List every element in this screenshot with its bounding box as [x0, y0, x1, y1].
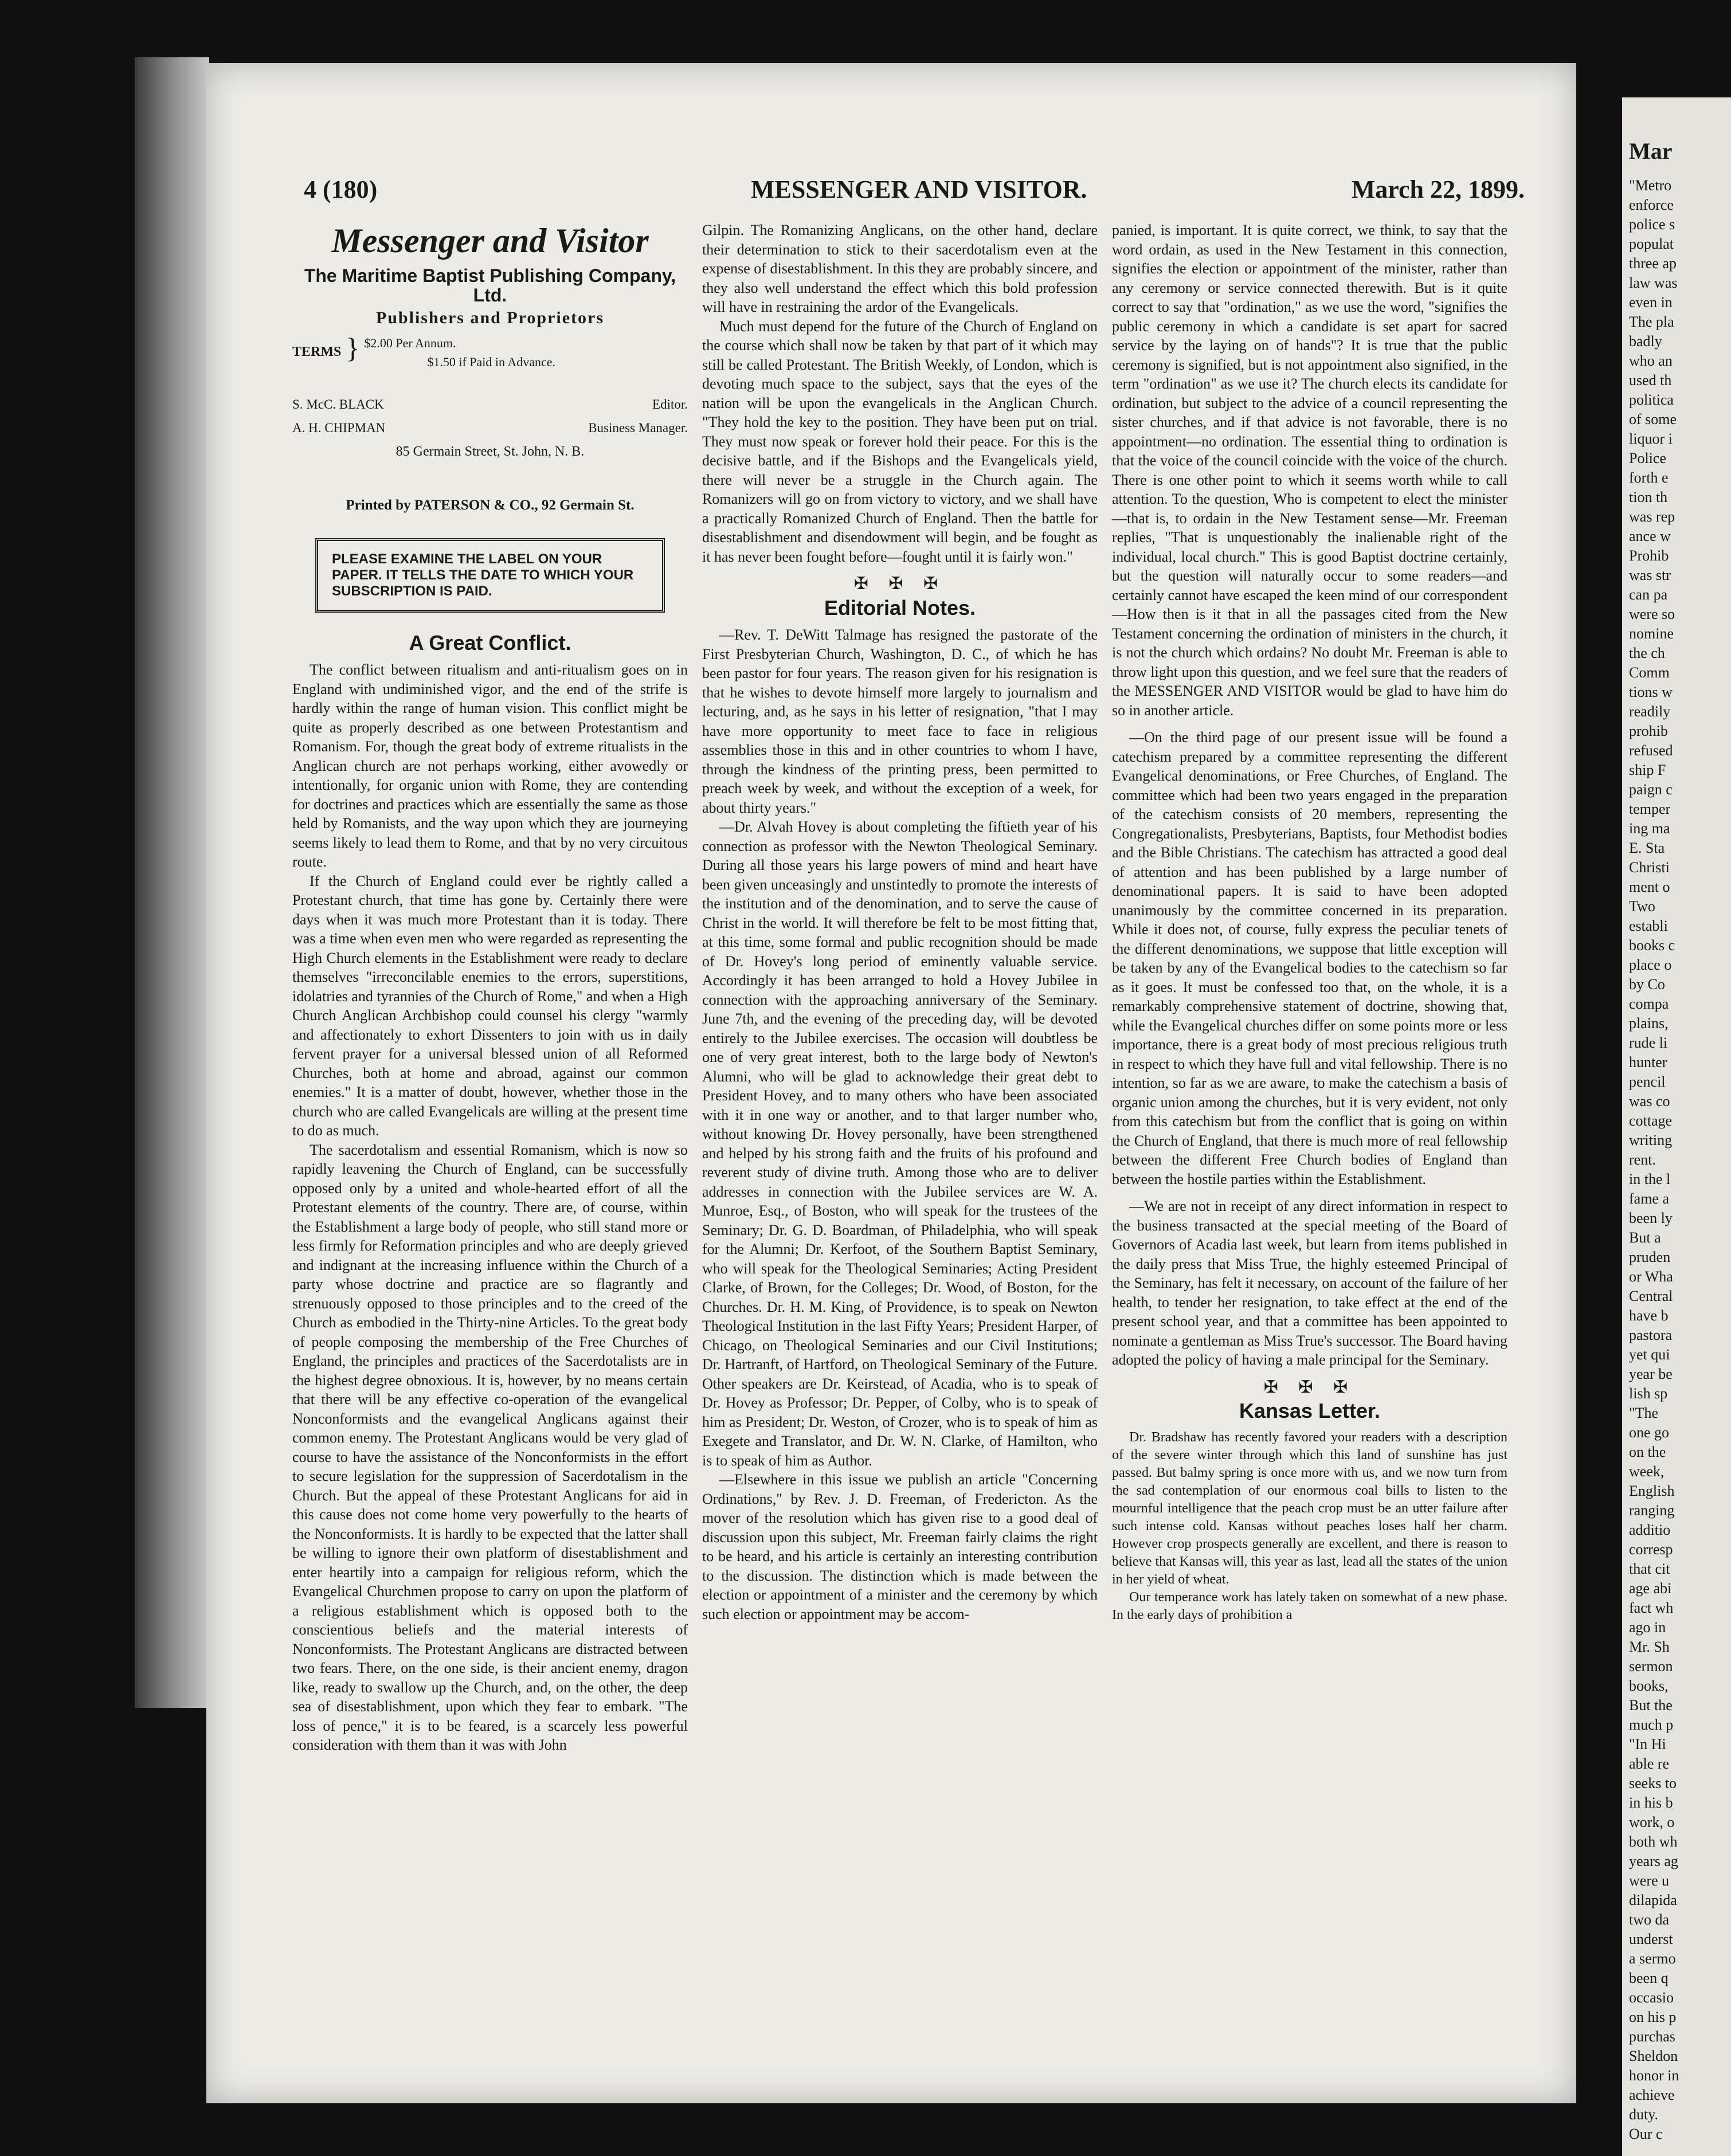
next-page-line: E. Sta — [1629, 840, 1665, 856]
article-title: A Great Conflict. — [409, 630, 571, 654]
next-page-line: paign c — [1629, 781, 1673, 798]
next-page-line: both wh — [1629, 1833, 1678, 1850]
next-page-line: nomine — [1629, 625, 1674, 642]
kansas-paragraph: Our temperance work has lately taken on somewhat of a new phase. In the early days of prohibition a — [1112, 1589, 1507, 1622]
terms-label: TERMS — [292, 344, 342, 359]
next-page-text — [1622, 176, 1731, 2144]
next-page-line: English — [1629, 1483, 1675, 1499]
next-page-header: Mar — [1629, 138, 1673, 164]
article-paragraph: Much must depend for the future of the Church of England on the course which shall now be taken by that part of it which may still be called Protestant. The British Weekly, of London, which is devoting much space to the subject, says that the eyes of the nation will be upon the evangelicals in the Anglican Church. "They hold the key to the position. They have been put on trial. They must now speak or forever hold their peace. For this is the decisive battle, and if the Bishops and the Evangelicals yield, there will never be a struggle in the Church again. The Romanizers will go on from victory to victory, and we shall have a practically Romanized Church of England. Then the battle for disestablishment and disendowment will begin, and be fought as it has never been fought before—fought until it is fairly won." — [702, 317, 1098, 565]
next-page-line: the ch — [1629, 645, 1665, 661]
next-page-line: Mr. Sh — [1629, 1638, 1670, 1655]
next-page-line: ance w — [1629, 528, 1671, 544]
next-page-line: prohib — [1629, 723, 1668, 739]
publisher-company: The Maritime Baptist Publishing Company, Ltd. — [304, 265, 676, 305]
binding-shadow — [135, 57, 209, 1708]
publishers-line: Publishers and Proprietors — [375, 308, 605, 327]
next-page-line: were so — [1629, 606, 1675, 622]
next-page-line: ranging — [1629, 1502, 1675, 1519]
next-page-line: law was — [1629, 275, 1678, 291]
next-page-line: cottage — [1629, 1112, 1673, 1129]
editorial-note: —On the third page of our present issue will be found a catechism prepared by a committee representing the different Evangelical denominations, or Free Churches, of England. The committee which had been two years engaged in the preparation of the catechism consists of 20 members, representing the Congregationalists, Presbyterians, Baptists, four Methodist bodies and the Bible Christians. The catechism has attracted a good deal of attention and has been published by a large number of denominational papers. It is said to have been adopted unanimously by the committee concerned in its preparation. While it does not, of course, fully express the peculiar tenets of the different denominations, we suppose that little exception will be taken by any of the Evangelical bodies to the catechism so far as it goes. It must be confessed too that, on the whole, it is a remarkably comprehensive statement of doctrine, showing that, while the Evangelical churches differ on some points more or less importance, there is a great body of most precious religious truth in respect to which they have full and vital fellowship. There is no intention, so far as we are aware, to make the catechism a basis of organic union among the churches, but it is very evident, not only from this catechism but from the conflict that is going on within the Church of England, that there is much more of real fellowship between the different Free Church bodies of England than between the hostile parties within the Establishment. — [1112, 729, 1507, 1187]
next-page-line: rent. — [1629, 1151, 1656, 1168]
next-page-line: age abi — [1629, 1580, 1672, 1597]
next-page-line: work, o — [1629, 1814, 1675, 1830]
next-page-line: ment o — [1629, 879, 1670, 895]
next-page-line: pruden — [1629, 1249, 1671, 1265]
next-page-line: even in — [1629, 294, 1673, 311]
article-paragraph: The conflict between ritualism and anti-ritualism goes on in England with undiminished vigor, and the end of the strife is hardly within the range of human vision. This conflict might be quite as properly described as one between Protestantism and Romanism. For, though the great body of extreme ritualists in the Anglican church are not perhaps working, either avowedly or intentionally, for organic union with Rome, they are contending for doctrines and practices which are essentially the same as those held by Romanists, and the way upon which they are journeying seems likely to lead them to Rome, and that by no very circuitous route. — [292, 661, 688, 870]
next-page-line: additio — [1629, 1522, 1671, 1538]
next-page-line: two da — [1629, 1911, 1670, 1928]
next-page-line: been ly — [1629, 1210, 1673, 1226]
next-page-line: readily — [1629, 703, 1671, 720]
next-page-line: Police — [1629, 450, 1666, 467]
column-2 — [702, 221, 1098, 1624]
page-number: 4 (180) — [304, 175, 378, 203]
next-page-line: ago in — [1629, 1619, 1666, 1636]
next-page-line: compa — [1629, 995, 1669, 1012]
article-paragraph: Gilpin. The Romanizing Anglicans, on the other hand, declare their determination to stick to their sacerdotalism even at the expense of disestablishment. In this they are probably sincere, and they also well understand the effect which this bold profession will have in restraining the ardor of the Evangelicals. — [702, 222, 1098, 315]
next-page-line: temper — [1629, 801, 1671, 817]
terms-price-2: $1.50 if Paid in Advance. — [427, 355, 555, 369]
next-page-line: tions w — [1629, 684, 1673, 700]
next-page-line: on the — [1629, 1444, 1666, 1460]
next-page-line: Central — [1629, 1288, 1673, 1304]
next-page-line: writing — [1629, 1132, 1673, 1148]
editor-name: S. McC. BLACK — [292, 397, 384, 411]
next-page-line: Two — [1629, 898, 1655, 915]
next-page-line: or Wha — [1629, 1268, 1673, 1285]
next-page-line: were u — [1629, 1872, 1670, 1889]
next-page-line: "Metro — [1629, 177, 1672, 194]
next-page-line: able re — [1629, 1755, 1670, 1772]
paper-name: MESSENGER AND VISITOR. — [751, 175, 1087, 203]
next-page-line: underst — [1629, 1931, 1673, 1947]
next-page-line: fact wh — [1629, 1600, 1674, 1616]
next-page-line: hunter — [1629, 1054, 1667, 1071]
next-page-line: ing ma — [1629, 820, 1670, 837]
next-page-line: "In Hi — [1629, 1736, 1666, 1753]
kansas-paragraph: Dr. Bradshaw has recently favored your readers with a description of the severe winter through which this land of sunshine has just passed. But balmy spring is once more with us, and we now turn from the sad contemplation of our enormous coal bills to listen to the mournful intelligence that the peach crop must be an utter failure after such intense cold. Kansas without peaches loses half her charm. However crop prospects generally are excellent, and there is reason to believe that Kansas will, this year as last, lead all the states of the union in her yield of wheat. — [1112, 1429, 1507, 1587]
manager-role: Business Manager. — [588, 421, 688, 435]
editorial-note: —Dr. Alvah Hovey is about completing the fiftieth year of his connection as professor with the Newton Theological Seminary. During all those years his large powers of mind and heart have been given unceasingly and unstintedly to promote the interests of the institution and of the denomination, and to serve the cause of Christ in the world. It will therefore be felt to be most fitting that, at this time, some formal and public recognition should be made of Dr. Hovey's long period of eminently valuable service. Accordingly it has been arranged to hold a Hovey Jubilee in connection with the approaching anniversary of the Seminary. June 7th, and the evening of the preceding day, will be devoted entirely to the Jubilee exercises. The occasion will doubtless be one of very great interest, both to the large body of Newton's Alumni, who will be glad to acknowledge their great debt to President Hovey, and to many others who have been associated with it in one way or another, and to that larger number who, without knowing Dr. Hovey personally, have been strengthened and helped by his strong faith and the fruits of his profound and reverent study of divine truth. Among those who are to deliver addresses in connection with the Jubilee services are W. A. Munroe, Esq., of Boston, who will speak for the trustees of the Seminary; Dr. G. D. Boardman, of Philadelphia, who will speak for the Alumni; Dr. Kerfoot, of the Southern Baptist Seminary, who will speak for the Theological Seminaries; Acting President Clarke, of Brown, for the Colleges; Dr. Wood, of Boston, for the Churches. Dr. H. M. King, of Providence, is to speak on Newton Theological Institution in the last Fifty Years; President Harper, of Chicago, on Theological Seminaries and our Civil Institutions; Dr. Hartranft, of Hartford, on Theological Seminary of the Future. Other speakers are Dr. Keirstead, of Acadia, who is to speak of Dr. Hovey as Professor; Dr. Pepper, of Colby, who is to speak of him as President; Dr. Weston, of Crozer, who is to speak of him as Exegete and Translator, and Dr. W. N. Clarke, of Hamilton, who is to speak of him as Author. — [702, 818, 1098, 1469]
next-page-line: books, — [1629, 1677, 1669, 1694]
terms-price-1: $2.00 Per Annum. — [364, 335, 456, 350]
next-page-line: much p — [1629, 1716, 1674, 1733]
next-page-line: police s — [1629, 216, 1675, 233]
next-page-line: politica — [1629, 391, 1674, 408]
section-ornament: ✠ ✠ ✠ — [853, 574, 946, 593]
editorial-note: —Rev. T. DeWitt Talmage has resigned the pastorate of the First Presbyterian Church, Washington, D. C., of which he has been pastor for four years. The reason given for his resignation is that he wishes to devote himself more largely to journalism and lecturing, and, as he says in his letter of resignation, "that I may have more opportunity to meet face to face in religious assemblies those in this and in other countries to whom I have, through the kindness of the printing press, been permitted to preach week by week, and without the exception of a week, for about thirty years." — [702, 626, 1098, 816]
next-page-line: years ag — [1629, 1853, 1678, 1869]
office-address: 85 Germain Street, St. John, N. B. — [395, 444, 585, 459]
next-page-line: a sermo — [1629, 1950, 1676, 1967]
next-page-line: of some — [1629, 411, 1677, 428]
next-page-line: ship F — [1629, 762, 1666, 778]
article-paragraph: If the Church of England could ever be rightly called a Protestant church, that time has gone by. Certainly there were days when it was much more Protestant than it is today. There was a time when even men who were regarded as representing the High Church elements in the Establishment were ready to declare themselves "irreconcilable enemies to the errors, superstitions, idolatries and tyrannies of the Church of Rome," and when a High Church Anglican Archbishop could counsel his clergy "warmly and affectionately to exhort Dissenters to join with us in daily fervent prayer for a universal blessed union of all Reformed Churches, both at home and abroad, against our common enemies." It is a matter of doubt, however, whether those in the church who are called Evangelicals are willing at the present time to do as much. — [292, 872, 688, 1139]
newspaper-page — [206, 63, 1576, 2103]
column-3 — [1112, 221, 1507, 1624]
next-page-line: The pla — [1629, 313, 1674, 330]
next-page-line: dilapida — [1629, 1892, 1677, 1908]
next-page-line: tion th — [1629, 489, 1668, 505]
next-page-line: Prohib — [1629, 547, 1669, 564]
next-page-line: "The — [1629, 1405, 1659, 1421]
next-page-line: liquor i — [1629, 430, 1673, 447]
masthead-title: Messenger and Visitor — [331, 222, 649, 260]
editorial-title: Editorial Notes. — [824, 595, 976, 620]
subscription-notice: PLEASE EXAMINE THE LABEL ON YOUR PAPER. IT TELLS THE DATE TO WHICH YOUR SUBSCRIPTION IS PAID. — [315, 538, 665, 613]
next-page-line: plains, — [1629, 1015, 1669, 1032]
next-page-line: have b — [1629, 1307, 1669, 1324]
next-page-line: in his b — [1629, 1794, 1673, 1811]
next-page-line: sermon — [1629, 1658, 1673, 1675]
next-page-line: refused — [1629, 742, 1673, 759]
next-page-line: can pa — [1629, 586, 1668, 603]
next-page-line: occasio — [1629, 1989, 1674, 2006]
next-page-line: establi — [1629, 918, 1668, 934]
next-page-line: was rep — [1629, 508, 1675, 525]
next-page-line: in the l — [1629, 1171, 1671, 1187]
next-page-line: badly — [1629, 333, 1662, 350]
next-page-line: purchas — [1629, 2028, 1675, 2045]
next-page-line: forth e — [1629, 469, 1669, 486]
next-page-line: was str — [1629, 567, 1671, 583]
next-page-line: yet qui — [1629, 1346, 1670, 1363]
next-page-line: fame a — [1629, 1190, 1670, 1207]
manager-line — [292, 418, 688, 438]
next-page-line: books c — [1629, 937, 1675, 954]
editor-line — [292, 395, 688, 414]
next-page-line: that cit — [1629, 1561, 1670, 1577]
next-page-line: achieve — [1629, 2087, 1675, 2103]
next-page-line: who an — [1629, 352, 1673, 369]
page-header — [304, 175, 1525, 215]
issue-date: March 22, 1899. — [1351, 175, 1525, 203]
editor-role: Editor. — [652, 397, 688, 411]
brace-glyph: } — [346, 331, 360, 364]
next-page-line: by Co — [1629, 976, 1665, 993]
next-page-line: Sheldon — [1629, 2048, 1678, 2064]
next-page-line: pencil — [1629, 1073, 1666, 1090]
next-page-line: But the — [1629, 1697, 1673, 1714]
next-page-line: week, — [1629, 1463, 1665, 1480]
next-page-line: used th — [1629, 372, 1672, 389]
next-page-line: Our c — [1629, 2126, 1663, 2142]
manager-name: A. H. CHIPMAN — [292, 421, 386, 435]
next-page-line: Comm — [1629, 664, 1670, 681]
next-page-line: place o — [1629, 957, 1672, 973]
next-page-line: rude li — [1629, 1034, 1668, 1051]
next-page-line: Christi — [1629, 859, 1670, 876]
next-page-line: on his p — [1629, 2009, 1677, 2025]
next-page-line: one go — [1629, 1424, 1670, 1441]
editorial-note: —We are not in receipt of any direct information in respect to the business transacted at the special meeting of the Board of Governors of Acadia last week, but learn from items published in the daily press that Miss True, the highly esteemed Principal of the Seminary, has felt it necessary, on account of the failure of her health, to tender her resignation, to take effect at the end of the present school year, and that a committee has been appointed to nominate a gentleman as Miss True's successor. The Board having adopted the policy of having a male principal for the Seminary. — [1112, 1198, 1507, 1368]
next-page-line: was co — [1629, 1093, 1670, 1110]
next-page-line: seeks to — [1629, 1775, 1677, 1792]
column-1 — [292, 221, 688, 1755]
next-page-line: lish sp — [1629, 1385, 1668, 1402]
next-page-line: three ap — [1629, 255, 1677, 272]
next-page-line: populat — [1629, 236, 1674, 252]
editorial-note: —Elsewhere in this issue we publish an article "Concerning Ordinations," by Rev. J. D. Freeman, of Fredericton. As the mover of the resolution which has given rise to a good deal of discussion upon this subject, Mr. Freeman fairly claims the right to be heard, and his article is certainly an interesting contribution to the discussion. The distinction which is made between the election or appointment of a minister and the ceremony by which such election or appointment may be accom- — [702, 1471, 1098, 1622]
section-ornament: ✠ ✠ ✠ — [1263, 1377, 1356, 1397]
masthead — [292, 221, 688, 613]
editorial-note: panied, is important. It is quite correct, we think, to say that the word ordain, as used in the New Testament in this connection, signifies the election or appointment of the minister, rather than any ceremony or service connected therewith. But is it quite correct to say that "ordination," as we use the word, "signifies the public ceremony in which a candidate is set apart for sacred service by the laying on of hands"? It is true that the public ceremony is signified, but is not appointment also signified, in the term "ordination" as we use it? The church elects its candidate for ordination, but subject to the advice of a council representing the sister churches, and if that advice is not favorable, there is no appointment—no ordination. The essential thing to ordination is that the voice of the council coincide with the voice of the church. There is one other point to which it seems worth while to call attention. To the question, Who is competent to elect the minister—that is, to ordain in the New Testament sense—Mr. Freeman replies, "That is unquestionably the inalienable right of the individual, local church." This is good Baptist doctrine certainly, but the question will naturally occur to some readers—and certainly cannot have escaped the keen mind of our correspondent—How then is it that in all the passages cited from the New Testament concerning the ordination of ministers in the church, it is not the church which ordains? No doubt Mr. Freeman is able to throw light upon this question, and we feel sure that the readers of the MESSENGER AND VISITOR would be glad to have him do so in another article. — [1112, 222, 1507, 719]
kansas-title: Kansas Letter. — [1239, 1399, 1381, 1422]
next-page-line: enforce — [1629, 197, 1674, 213]
printer-line: Printed by PATERSON & CO., 92 Germain St. — [346, 497, 635, 513]
next-page-line: corresp — [1629, 1541, 1673, 1558]
next-page-line: honor in — [1629, 2067, 1679, 2084]
next-page-line: But a — [1629, 1229, 1661, 1246]
next-page-line: been q — [1629, 1970, 1669, 1986]
article-paragraph: The sacerdotalism and essential Romanism, which is now so rapidly leavening the Church of England, can be successfully opposed only by a united and whole-hearted effort of all the Protestant elements of the country. There are, of course, within the Establishment a large body of people, who still stand more or less firmly for Reformation principles and who are deeply grieved and indignant at the increasing influence within the Church of a party whose doctrine and practice are so flagrantly and strenuously opposed to those principles and to the creed of the Church as embodied in the Thirty-nine Articles. To the great body of people composing the membership of the Free Churches of England, the principles and practices of the Sacerdotalists are in the highest degree obnoxious. It is, however, by no means certain that there will be any effective co-operation of the evangelical Nonconformists and the evangelical Anglicans against their common enemy. The Protestant Anglicans would be very glad of course to have the assistance of the Nonconformists in the effort to secure legislation for the suppression of Sacerdotalism in the Church. But the appeal of these Protestant Anglicans for aid in this cause does not come home very powerfully to the hearts of the Nonconformists. It is hardly to be expected that the latter shall be willing to ignore their own platform of disestablishment and enter heartily into a campaign for religious reform, which the Evangelical Churchmen propose to carry on upon the platform of a religious establishment which is opposed both to the conscientious beliefs and the material interests of Nonconformists. The Protestant Anglicans are distracted between two fears. There, on the one side, is their ancient enemy, dragon like, ready to swallow up the Church, and, on the other, the deep sea of disestablishment, upon which they fear to embark. "The loss of pence," it is to be feared, is a scarcely less powerful consideration with them than it was with John — [292, 1141, 688, 1753]
next-page-line: pastora — [1629, 1327, 1673, 1343]
next-page-edge — [1622, 97, 1731, 2156]
next-page-line: year be — [1629, 1366, 1673, 1382]
subscription-terms — [292, 331, 688, 372]
next-page-line: duty. — [1629, 2106, 1659, 2123]
